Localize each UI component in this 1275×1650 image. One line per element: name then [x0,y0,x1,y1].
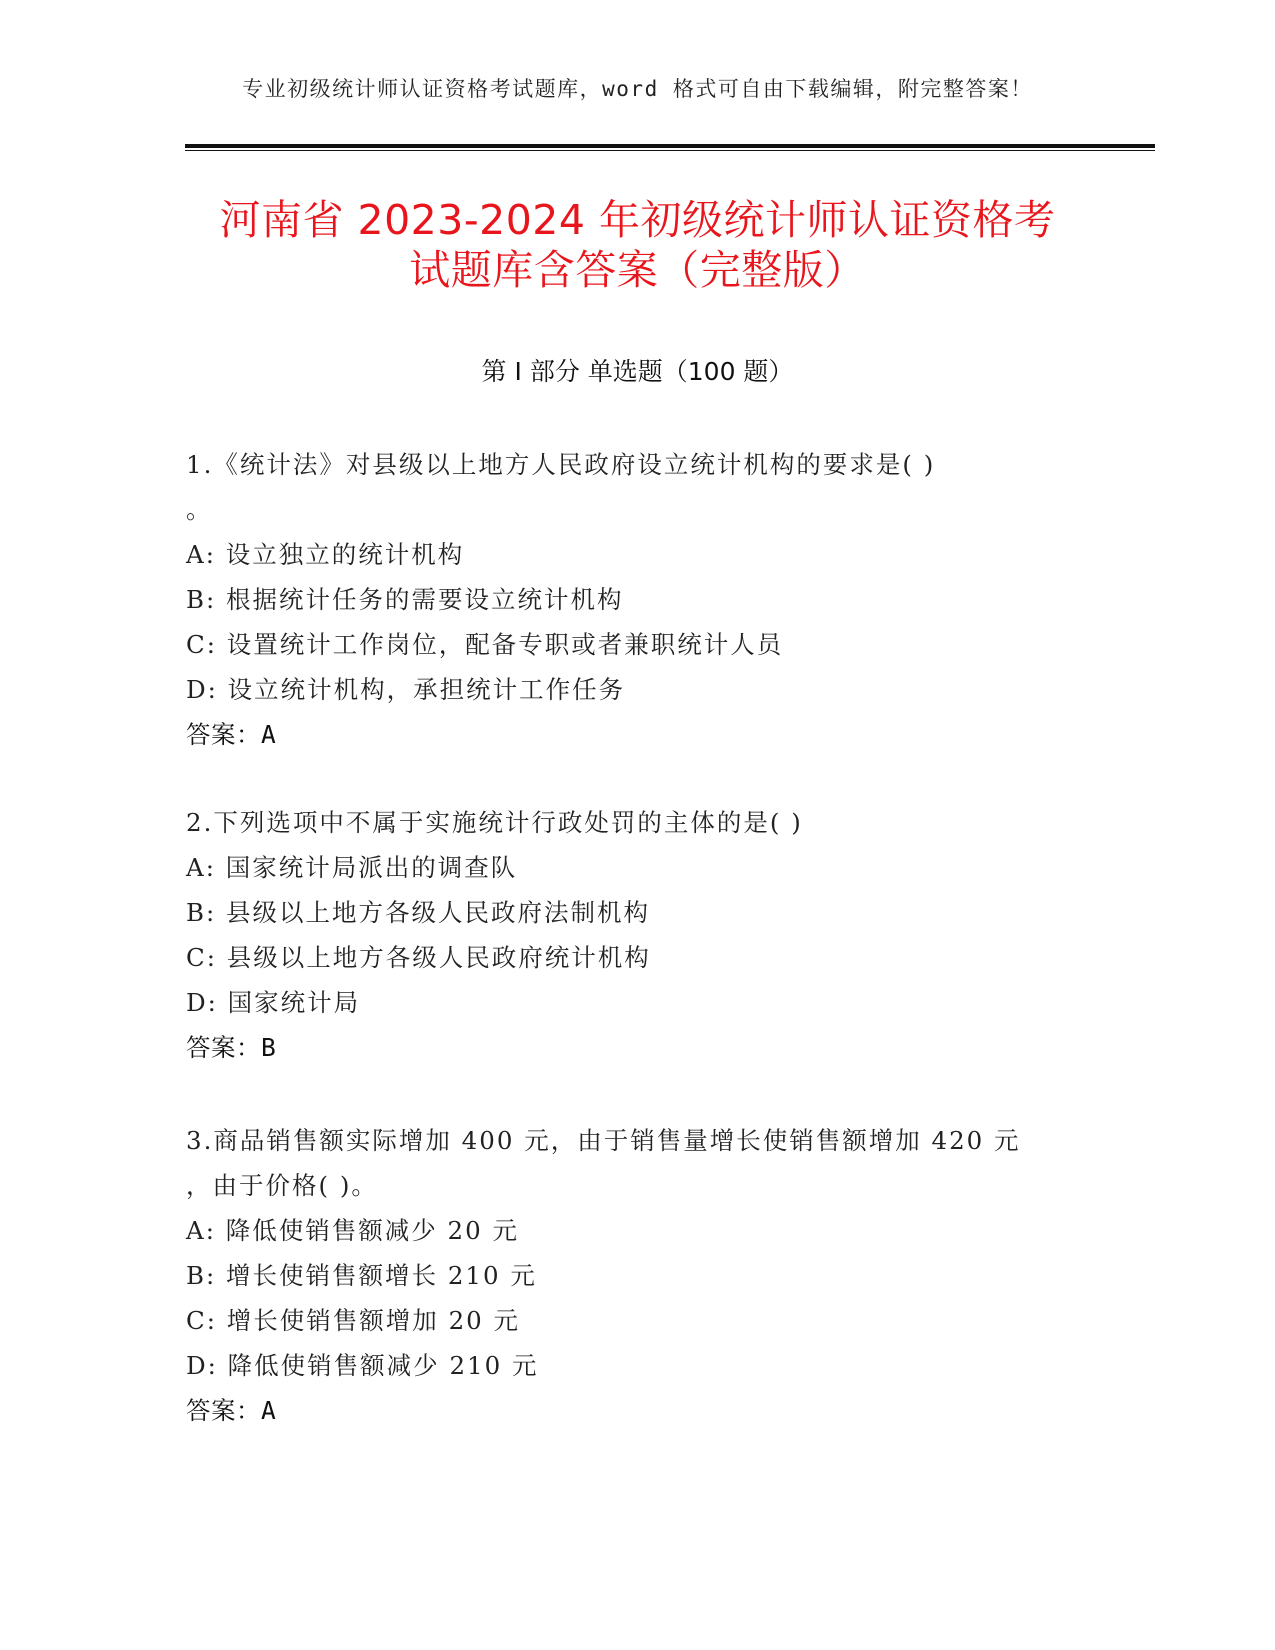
header-note: 专业初级统计师认证资格考试题库，word 格式可自由下载编辑，附完整答案！ [242,77,1033,101]
answer-line [186,1025,1066,1070]
option-a: A: 设立独立的统计机构 [186,540,465,569]
document-title [150,195,1125,295]
answer-value: B [261,1033,277,1062]
answer-value: A [261,720,277,749]
option-a: A: 国家统计局派出的调查队 [186,853,518,882]
question-2 [186,800,1066,1070]
option-d: D: 降低使销售额减少 210 元 [186,1351,539,1380]
answer-label: 答案： [186,720,261,749]
question-stem-line: 2.下列选项中不属于实施统计行政处罚的主体的是( ) [186,808,803,837]
option-b: B: 县级以上地方各级人民政府法制机构 [186,898,651,927]
answer-line [186,712,1066,757]
document-title-line-2: 试题库含答案（完整版） [409,246,866,294]
question-stem-line: 。 [186,495,213,524]
option-d: D: 国家统计局 [186,988,361,1017]
option-b: B: 根据统计任务的需要设立统计机构 [186,585,624,614]
question-3 [186,1118,1066,1433]
option-c: C: 县级以上地方各级人民政府统计机构 [186,943,651,972]
header-divider-thin [185,150,1155,151]
option-a: A: 降低使销售额减少 20 元 [186,1216,519,1245]
header-divider-thick [185,144,1155,148]
answer-value: A [261,1396,277,1425]
option-c: C: 设置统计工作岗位，配备专职或者兼职统计人员 [186,630,784,659]
option-c: C: 增长使销售额增加 20 元 [186,1306,521,1335]
document-title-line-1: 河南省 2023-2024 年初级统计师认证资格考 [219,196,1056,244]
option-d: D: 设立统计机构，承担统计工作任务 [186,675,626,704]
question-stem-line: 3.商品销售额实际增加 400 元，由于销售量增长使销售额增加 420 元 [186,1126,1021,1155]
question-stem-line: ，由于价格( )。 [186,1171,378,1200]
answer-label: 答案： [186,1396,261,1425]
question-stem-line: 1.《统计法》对县级以上地方人民政府设立统计机构的要求是( ) [186,450,936,479]
option-b: B: 增长使销售额增长 210 元 [186,1261,537,1290]
answer-label: 答案： [186,1033,261,1062]
question-1 [186,442,1066,757]
answer-line [186,1388,1066,1433]
section-title: 第 I 部分 单选题（100 题） [481,357,794,386]
